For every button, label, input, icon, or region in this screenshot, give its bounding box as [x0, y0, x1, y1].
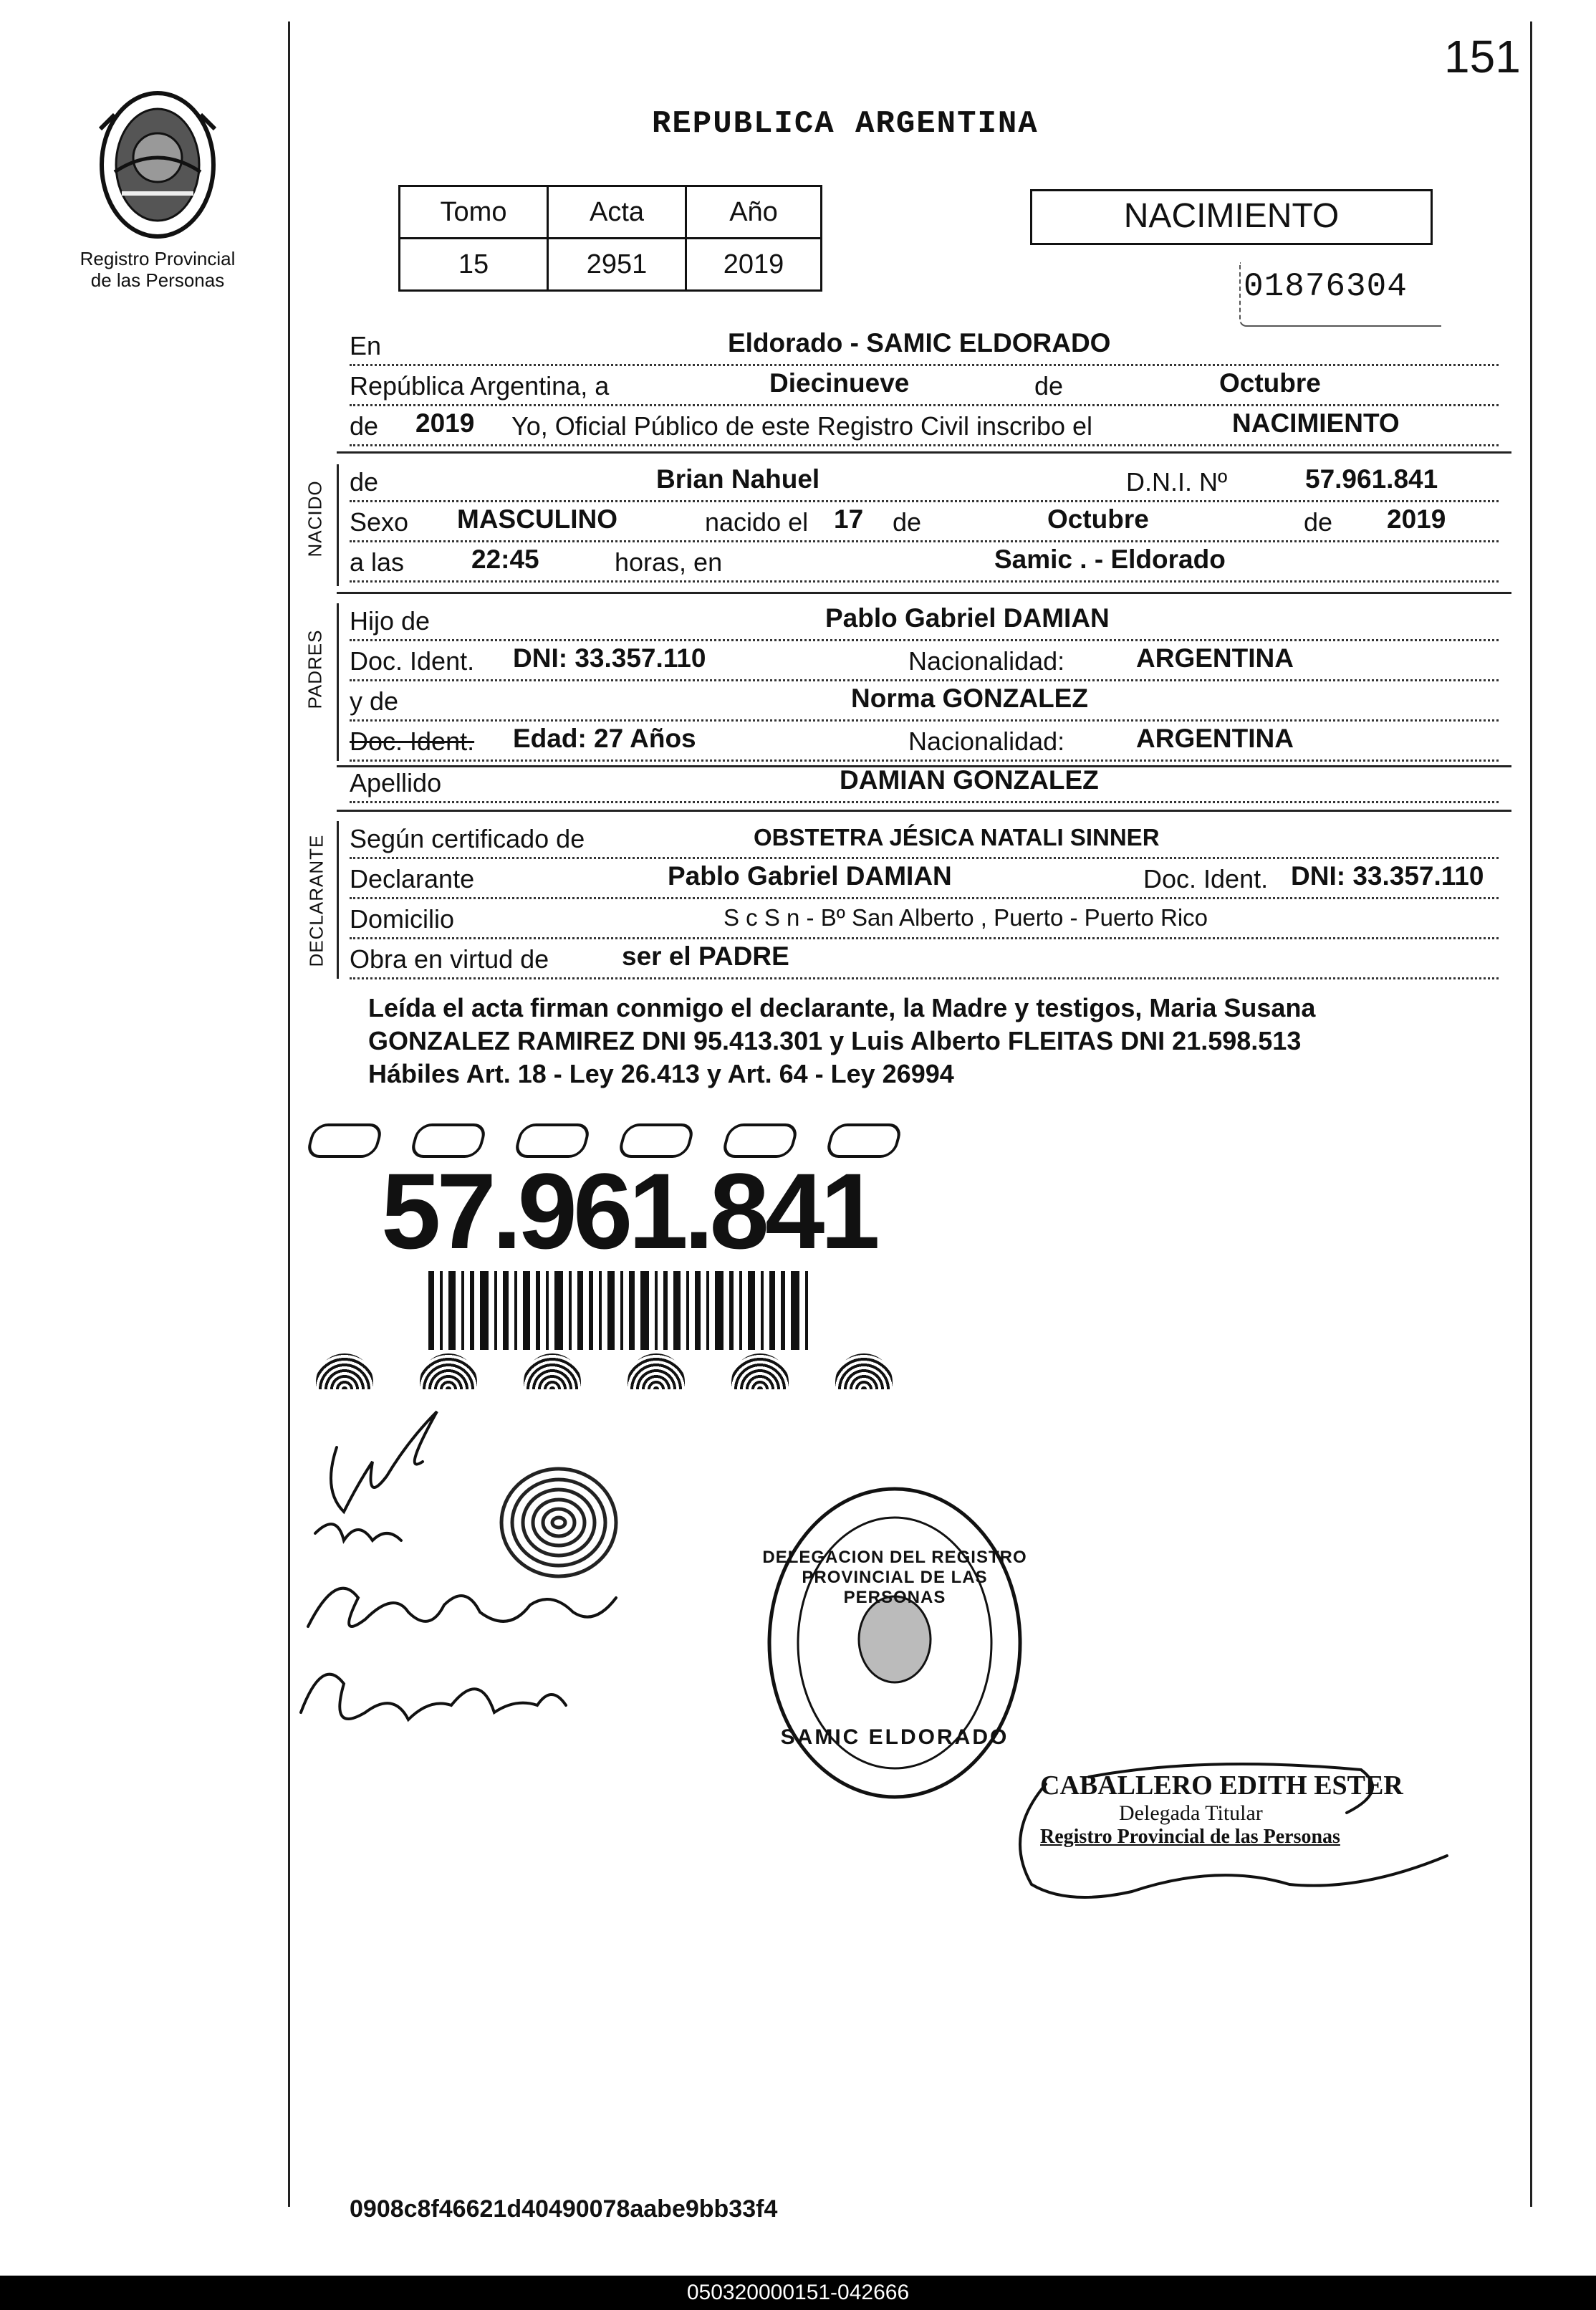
value-birth-month: Octubre — [1047, 504, 1149, 534]
row-domicilio — [350, 900, 1499, 939]
label-nacido-el: nacido el — [705, 507, 812, 537]
row-declarante — [350, 860, 1499, 899]
section-label-padres: PADRES — [304, 629, 326, 709]
value-acta: 2951 — [548, 239, 686, 291]
label-hijo-de: Hijo de — [350, 606, 434, 636]
row-nacido-time — [350, 543, 1499, 583]
value-father-doc: DNI: 33.357.110 — [513, 643, 706, 673]
row-certificate — [350, 820, 1499, 859]
closing-line-3: Hábiles Art. 18 - Ley 26.413 y Art. 64 - Ley 26994 — [368, 1059, 954, 1088]
value-apellido: DAMIAN GONZALEZ — [840, 765, 1099, 795]
value-year: 2019 — [415, 408, 475, 438]
page-number: 151 — [1444, 31, 1521, 82]
label-en: En — [350, 331, 385, 361]
fingerprint — [494, 1462, 623, 1583]
official-org: Registro Provincial de las Personas — [1040, 1826, 1340, 1848]
row-place — [350, 327, 1499, 366]
value-mother-doc: Edad: 27 Años — [513, 724, 696, 753]
value-birth-day: 17 — [834, 504, 864, 534]
bracket-declarante — [337, 821, 339, 979]
label-de2: de — [350, 411, 383, 441]
act-type-box: NACIMIENTO — [1030, 189, 1433, 245]
value-birth-time: 22:45 — [471, 545, 539, 574]
label-doc-ident-struck: Doc. Ident. — [350, 727, 479, 757]
separator-1 — [337, 451, 1511, 454]
header-acta: Acta — [548, 186, 686, 239]
label-de: de — [350, 467, 383, 497]
id-number-large: 57.961.841 — [381, 1151, 876, 1271]
row-date — [350, 367, 1499, 406]
header-tomo: Tomo — [400, 186, 548, 239]
row-obra — [350, 940, 1499, 979]
serial-frame — [1239, 262, 1441, 327]
label-dni: D.N.I. Nº — [1126, 467, 1231, 497]
value-child-dni: 57.961.841 — [1305, 464, 1438, 494]
barcode — [428, 1271, 858, 1350]
official-block — [1040, 1770, 1499, 1849]
label-nacionalidad-2: Nacionalidad: — [908, 727, 1069, 757]
section-label-declarante: DECLARANTE — [305, 834, 327, 967]
label-de2: de — [893, 507, 926, 537]
value-certificate: OBSTETRA JÉSICA NATALI SINNER — [754, 824, 1160, 850]
value-ano: 2019 — [686, 239, 822, 291]
label-sexo: Sexo — [350, 507, 413, 537]
value-child-name: Brian Nahuel — [656, 464, 820, 494]
row-inscribe — [350, 407, 1499, 446]
document-title: REPUBLICA ARGENTINA — [652, 106, 1039, 142]
value-day: Diecinueve — [769, 368, 910, 398]
stamp-outer-text: DELEGACION DEL REGISTRO PROVINCIAL DE LAS PERSONAS — [762, 1548, 1027, 1607]
record-table — [398, 185, 822, 292]
value-father-nationality: ARGENTINA — [1136, 643, 1294, 673]
separator-2 — [337, 592, 1511, 594]
label-domicilio: Domicilio — [350, 904, 458, 934]
label-doc-ident-decl: Doc. Ident. — [1143, 864, 1272, 894]
row-father — [350, 602, 1499, 641]
registry-logo — [86, 86, 229, 244]
section-label-nacido: NACIDO — [304, 480, 326, 557]
serial-number: 01876304 — [1244, 268, 1408, 305]
label-horas-en: horas, en — [615, 547, 726, 578]
row-mother-doc — [350, 722, 1499, 762]
label-de: de — [1034, 371, 1067, 401]
document-hash: 0908c8f46621d40490078aabe9bb33f4 — [350, 2195, 778, 2223]
label-nacionalidad: Nacionalidad: — [908, 646, 1069, 676]
value-type: NACIMIENTO — [1232, 408, 1400, 438]
row-nacido-sex — [350, 503, 1499, 542]
header-ano: Año — [686, 186, 822, 239]
row-apellido — [350, 764, 1499, 803]
registry-name: Registro Provincial de las Personas — [80, 248, 236, 291]
row-nacido-name — [350, 463, 1499, 502]
official-name: CABALLERO EDITH ESTER — [1040, 1770, 1403, 1801]
value-father-name: Pablo Gabriel DAMIAN — [825, 603, 1110, 633]
right-margin-line — [1530, 21, 1532, 2207]
value-declarante-doc: DNI: 33.357.110 — [1291, 861, 1484, 891]
value-address: S c S n - Bº San Alberto , Puerto - Puerto Rico — [724, 904, 1208, 931]
label-apellido: Apellido — [350, 768, 446, 798]
label-doc-ident: Doc. Ident. — [350, 646, 479, 676]
separator-4 — [337, 810, 1511, 812]
closing-line-1: Leída el acta firman conmigo el declarante, la Madre y testigos, Maria Susana — [368, 993, 1316, 1022]
closing-paragraph — [368, 992, 1514, 1091]
value-place: Eldorado - SAMIC ELDORADO — [728, 328, 1111, 358]
id-label — [292, 1121, 915, 1407]
label-obra-en-virtud: Obra en virtud de — [350, 944, 553, 974]
label-segun-certificado: Según certificado de — [350, 824, 589, 854]
value-mother-nationality: ARGENTINA — [1136, 724, 1294, 753]
value-month: Octubre — [1219, 368, 1321, 398]
left-margin-line — [288, 21, 290, 2207]
witness-signatures — [294, 1397, 695, 1784]
label-de3: de — [1304, 507, 1337, 537]
value-birth-place: Samic . - Eldorado — [994, 545, 1226, 574]
value-reason: ser el PADRE — [622, 941, 789, 971]
bracket-padres — [337, 603, 339, 761]
value-tomo: 15 — [400, 239, 548, 291]
value-birth-year: 2019 — [1387, 504, 1446, 534]
label-inscribe: Yo, Oficial Público de este Registro Civil inscribo el — [511, 411, 1097, 441]
label-alas: a las — [350, 547, 408, 578]
official-role: Delegada Titular — [1119, 1801, 1263, 1825]
value-sex: MASCULINO — [457, 504, 618, 534]
official-stamp — [762, 1482, 1027, 1804]
stamp-inner-text: SAMIC ELDORADO — [780, 1725, 1009, 1749]
label-republica: República Argentina, a — [350, 371, 613, 401]
label-declarante: Declarante — [350, 864, 479, 894]
security-strip-bottom — [292, 1350, 915, 1393]
row-father-doc — [350, 642, 1499, 681]
value-mother-name: Norma GONZALEZ — [851, 684, 1088, 713]
label-y-de: y de — [350, 686, 403, 717]
row-mother — [350, 682, 1499, 722]
bracket-nacido — [337, 464, 339, 586]
value-declarante-name: Pablo Gabriel DAMIAN — [668, 861, 952, 891]
closing-line-2: GONZALEZ RAMIREZ DNI 95.413.301 y Luis Alberto FLEITAS DNI 21.598.513 — [368, 1026, 1302, 1055]
footer-code: 050320000151-042666 — [0, 2276, 1596, 2310]
